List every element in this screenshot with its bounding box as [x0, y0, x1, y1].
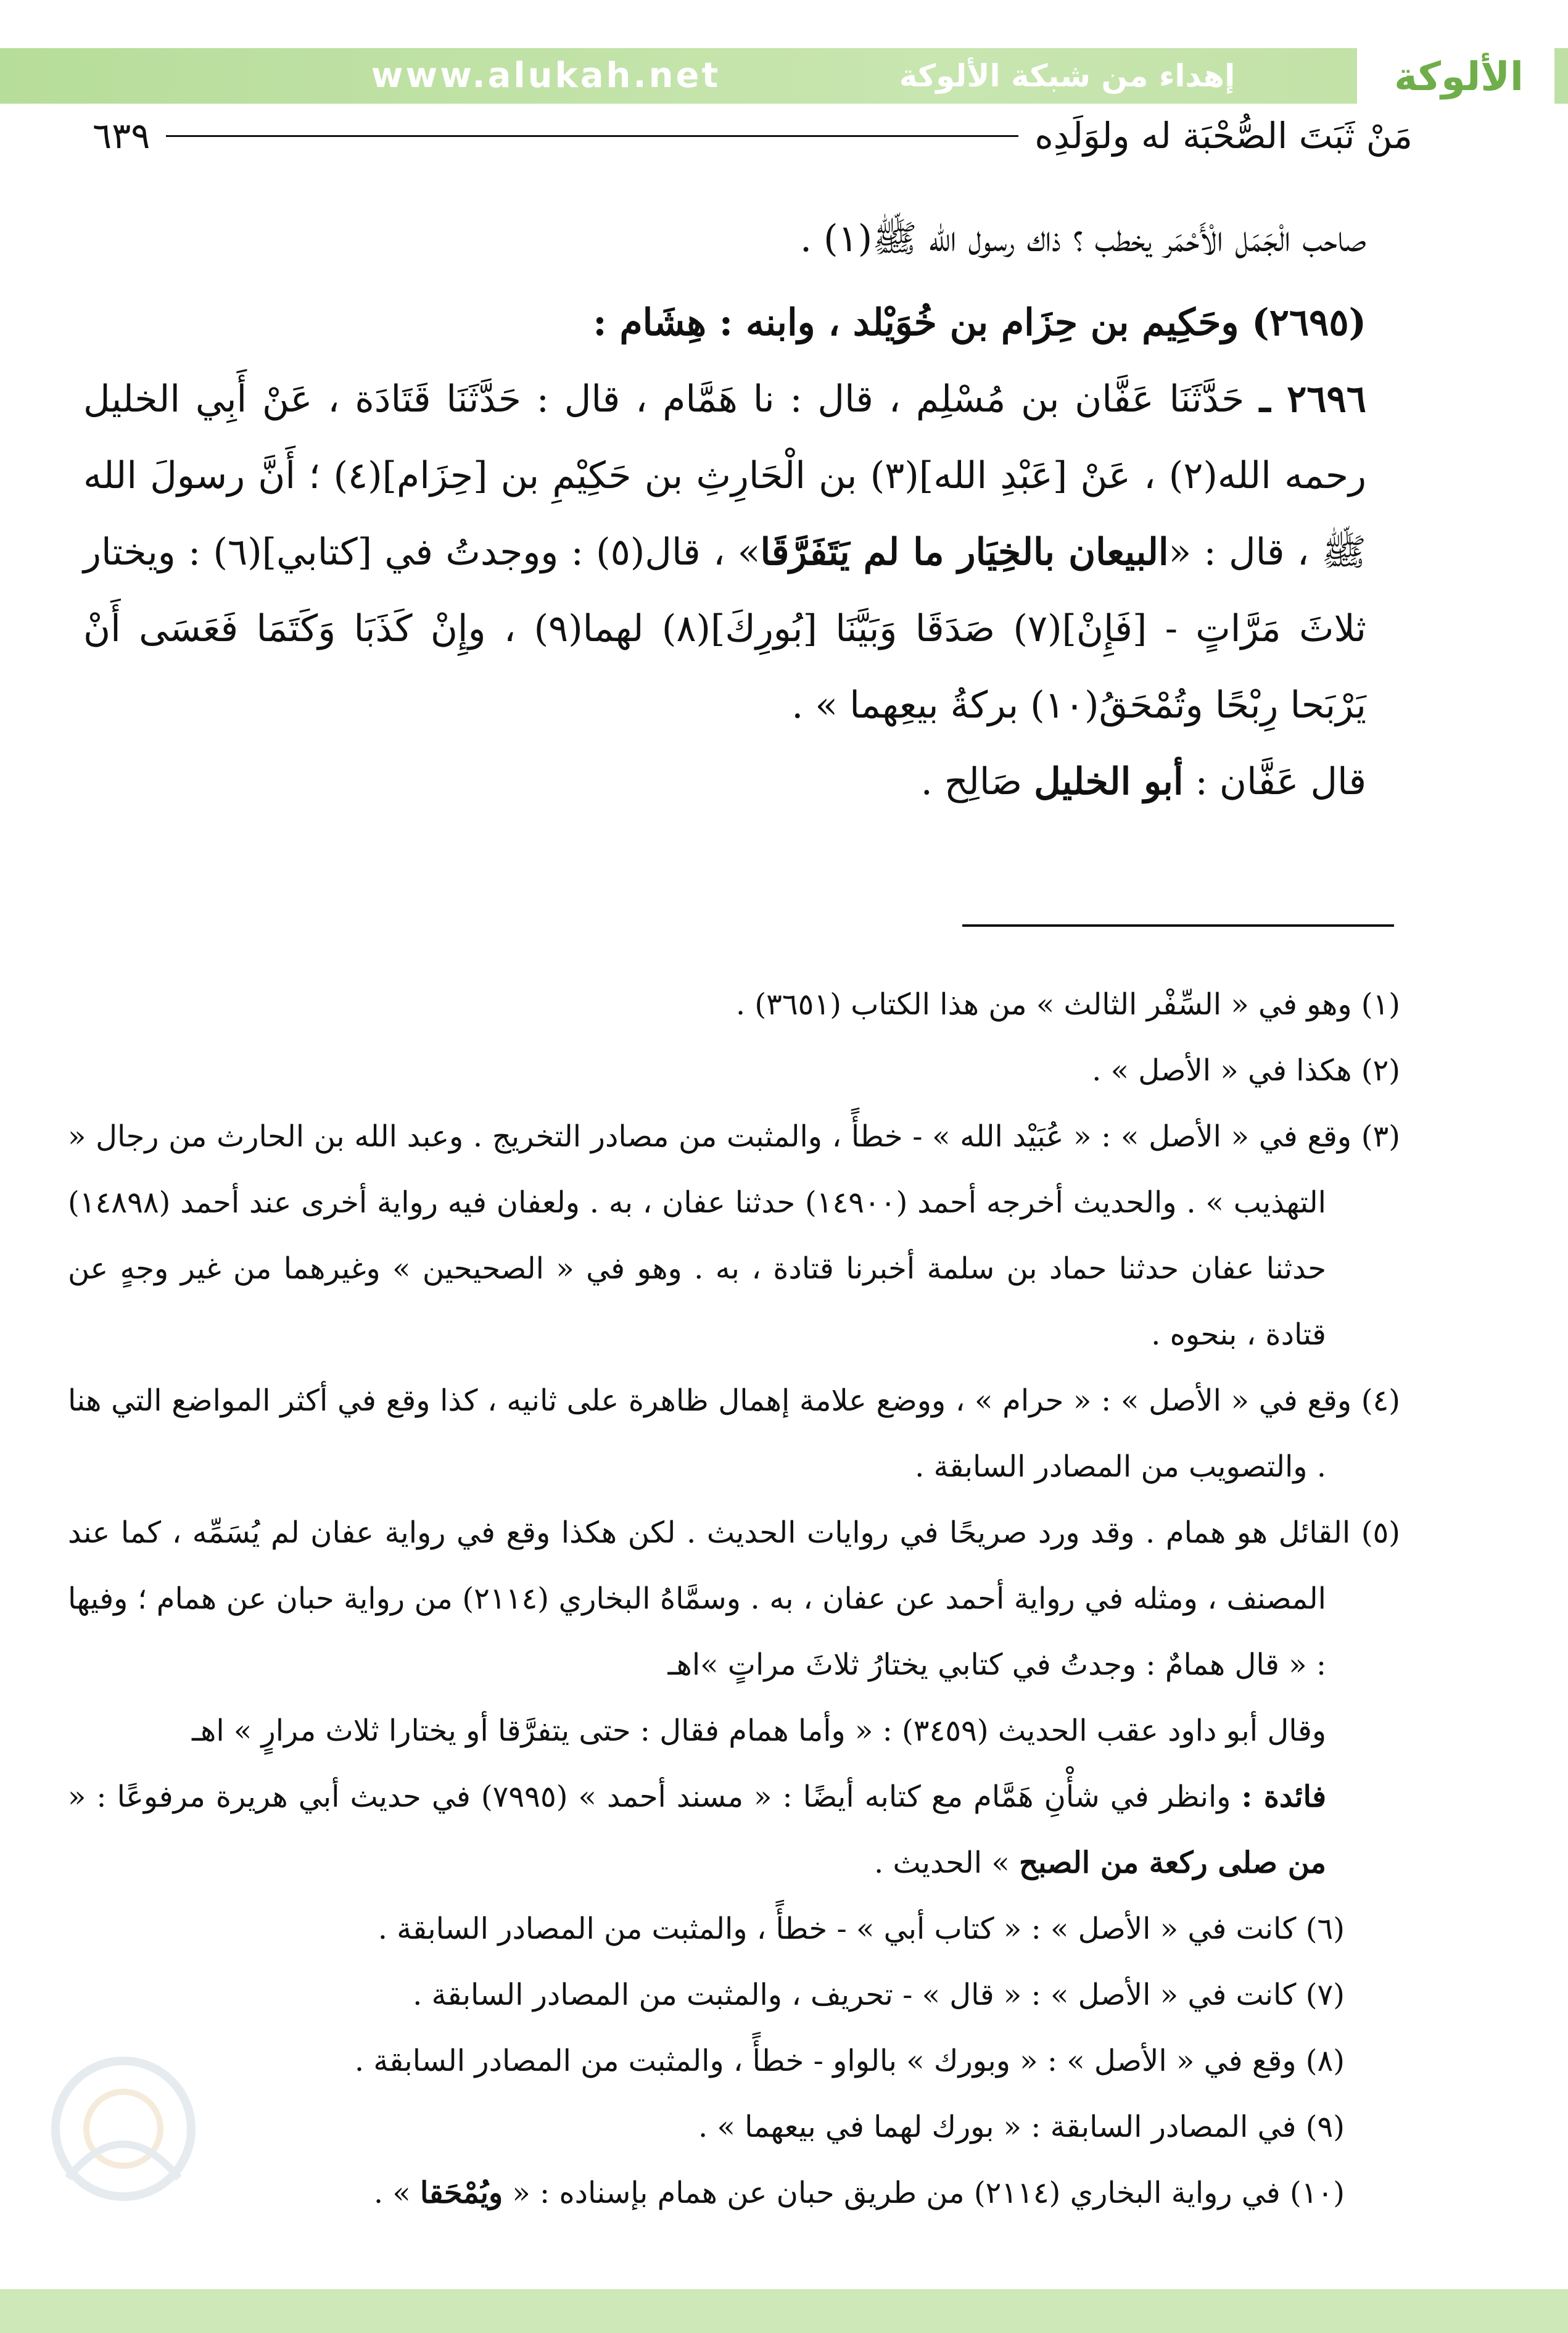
footnote-2: (٢) هكذا في « الأصل » .: [1092, 1053, 1400, 1088]
hadith-paragraph: [83, 361, 1403, 744]
footnote-1: (١) وهو في « السِّفْر الثالث » من هذا الكتاب (٣٦٥١) .: [735, 987, 1400, 1022]
hadith-text-part1: حَدَّثَنَا عَفَّان بن مُسْلِم ، قال : نا هَمَّام ، قال : حَدَّثَنَا قَتَادَة ، عَنْ أَبِي الخليل رحمه الله(٢) ، عَنْ [عَبْدِ الله](٣) بن الْحَارِثِ بن حَكِيْمِ بن [حِزَام](٤) ؛ أَنَّ رسولَ الله ﷺ ، قال : «: [83, 378, 1366, 574]
footnote-5-benefit-label: فائدة :: [1241, 1780, 1327, 1814]
footnote-5-benefit-text: وانظر في شأْنِ هَمَّام مع كتابه أيضًا : « مسند أحمد » (٧٩٩٥) في حديث أبي هريرة مرفوعًا : «: [68, 1780, 1242, 1814]
footnote-3: (٣) وقع في « الأصل » : « عُبَيْد الله » - خطأً ، والمثبت من مصادر التخريج . وعبد الله بن الحارث من رجال « التهذيب » . والحديث أخرجه أحمد (١٤٩٠٠) حدثنا عفان ، به . ولعفان فيه رواية أخرى عند أحمد (١٤٨٩٨) حدثنا عفان حدثنا حماد بن سلمة أخبرنا قتادة ، به . وهو في « الصحيحين » وغيرهما من غير وجهٍ عن قتادة ، بنحوه .: [68, 1119, 1400, 1352]
bottom-banner: [0, 2289, 1568, 2333]
footnote-5-benefit-quote: من صلى ركعة من الصبح: [1019, 1846, 1326, 1880]
closing-part1: قال عَفَّان :: [1183, 760, 1366, 803]
watermark-logo: [25, 2036, 222, 2209]
main-text: [83, 201, 1403, 820]
continuation-paragraph: صاحب الْجَمَل الْأَحْمَر يخطب ؟ ذاك رسول الله ﷺ(١) .: [799, 217, 1366, 260]
footnote-6: (٦) كانت في « الأصل » : « كتاب أبي » - خطأً ، والمثبت من المصادر السابقة .: [378, 1912, 1345, 1946]
running-head-title: مَنْ ثَبَتَ الصُّحْبَة له ولوَلَدِه: [1034, 115, 1413, 157]
closing-part2: صَالِح .: [920, 760, 1034, 803]
site-logo-text: الألوكة: [1394, 54, 1524, 100]
banner-gift-text: إهداء من شبكة الألوكة: [899, 58, 1236, 94]
footnote-10-text: (١٠) في رواية البخاري (٢١١٤) من طريق حبان عن همام بإسناده : «: [503, 2176, 1345, 2210]
footnotes: [68, 972, 1400, 2226]
source-banner: [0, 48, 1568, 104]
footnote-7: (٧) كانت في « الأصل » : « قال » - تحريف ، والمثبت من المصادر السابقة .: [413, 1978, 1345, 2012]
hadith-number: ٢٦٩٦ ـ: [1259, 378, 1366, 421]
footnote-separator: [962, 924, 1394, 927]
closing-paragraph: [83, 744, 1403, 820]
footnote-5-benefit: [68, 1764, 1400, 1896]
footnote-5: (٥) القائل هو همام . وقد ورد صريحًا في روايات الحديث . لكن هكذا وقع في رواية عفان لم يُسَمِّه ، كما عند المصنف ، ومثله في رواية أحمد عن عفان ، به . وسمَّاهُ البخاري (٢١١٤) من رواية حبان عن همام ؛ وفيها : « قال همامٌ : وجدتُ في كتابي يختارُ ثلاثَ مراتٍ »اهـ: [68, 1515, 1401, 1682]
footnote-10: [68, 2160, 1400, 2226]
footnote-5-benefit-end: » الحديث .: [873, 1846, 1020, 1880]
footnote-10-end: » .: [373, 2176, 420, 2210]
footnote-5-abu-dawud: وقال أبو داود عقب الحديث (٣٤٥٩) : « وأما همام فقال : حتى يتفرَّقا أو يختارا ثلاث مرارٍ » اهـ: [191, 1713, 1326, 1748]
footnote-10-bold: ويُمْحَقا: [419, 2176, 503, 2210]
running-head-rule: [166, 135, 1018, 137]
footnote-4: (٤) وقع في « الأصل » : « حرام » ، ووضع علامة إهمال ظاهرة على ثانيه ، كذا وقع في أكثر المواضع التي هنا . والتصويب من المصادر السابقة .: [68, 1383, 1400, 1484]
section-heading: (٢٦٩٥) وحَكِيم بن حِزَام بن خُوَيْلد ، وابنه : هِشَام :: [593, 301, 1366, 344]
banner-site-url: www.alukah.net: [371, 56, 721, 96]
page-number: ٦٣٩: [93, 115, 151, 157]
footnote-9: (٩) في المصادر السابقة : « بورك لهما في بيعهما » .: [698, 2110, 1345, 2144]
hadith-text-bold: البيعان بالخِيَار ما لم يَتَفَرَّقَا: [760, 531, 1169, 574]
closing-bold: أبو الخليل: [1034, 760, 1184, 803]
footnote-8: (٨) وقع في « الأصل » : « وبورك » بالواو - خطأً ، والمثبت من المصادر السابقة .: [354, 2044, 1345, 2078]
running-head: [93, 108, 1413, 164]
hadith-text-part2: » ، قال(٥) : ووجدتُ في [كتابي](٦) : ويختار ثلاثَ مَرَّاتٍ - [فَإِنْ](٧) صَدَقَا وَبَيَّنَا [بُورِكَ](٨) لهما(٩) ، وإِنْ كَذَبَا وَكَتَمَا فَعَسَى أَنْ يَرْبَحا رِبْحًا وتُمْحَقُ(١٠) بركةُ بيعِهما » .: [83, 531, 1367, 727]
